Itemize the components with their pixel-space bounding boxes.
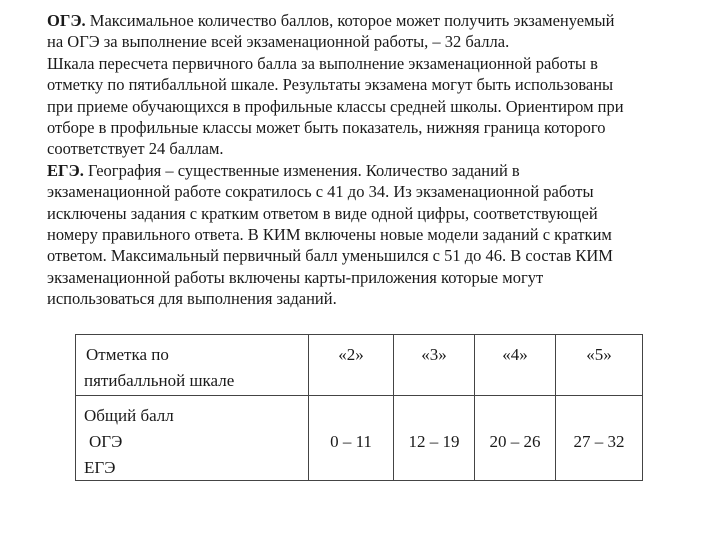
score-range: 12 – 19 bbox=[408, 432, 460, 451]
mark-value: «3» bbox=[421, 345, 447, 364]
text-line: экзаменационной работе сократилось с 41 до 34. Из экзаменационной работы bbox=[47, 182, 594, 202]
text-line: Шкала пересчета первичного балла за выполнение экзаменационной работы в bbox=[47, 53, 598, 73]
table-row bbox=[76, 335, 643, 396]
table-row-label-cell bbox=[76, 396, 309, 481]
text-line: экзаменационной работы включены карты-приложения которые могут bbox=[47, 267, 544, 287]
oge-heading: ОГЭ. bbox=[47, 11, 86, 30]
ege-heading: ЕГЭ. bbox=[47, 160, 84, 180]
row-label-line: ЕГЭ bbox=[84, 458, 116, 477]
mark-value: «4» bbox=[502, 345, 528, 364]
row-label-line: Общий балл bbox=[84, 406, 174, 425]
mark-cell bbox=[394, 335, 475, 396]
text-line: ответом. Максимальный первичный балл уменьшился с 51 до 46. В состав КИМ bbox=[47, 246, 613, 266]
text-line bbox=[47, 160, 687, 181]
header-label-line: пятибалльной шкале bbox=[84, 371, 235, 390]
text-line: при приеме обучающихся в профильные классы средней школы. Ориентиром при bbox=[47, 96, 624, 116]
text-line: номеру правильного ответа. В КИМ включены новые модели заданий с кратким bbox=[47, 225, 612, 245]
header-label-line: Отметка по bbox=[86, 345, 169, 364]
score-cell bbox=[475, 396, 556, 481]
score-cell bbox=[309, 396, 394, 481]
text-line: отборе в профильные классы может быть показатель, нижняя граница которого bbox=[47, 118, 606, 138]
text-fragment: География – существенные изменения. Количество заданий в bbox=[83, 160, 520, 180]
text-line: отметку по пятибалльной шкале. Результаты экзамена могут быть использованы bbox=[47, 75, 614, 95]
table-row bbox=[76, 396, 643, 481]
score-range: 20 – 26 bbox=[489, 432, 541, 451]
score-range: 0 – 11 bbox=[330, 432, 372, 451]
score-cell bbox=[556, 396, 643, 481]
text-line: на ОГЭ за выполнение всей экзаменационной работы, – 32 балла. bbox=[47, 32, 510, 52]
text-line: исключены задания с кратким ответом в виде одной цифры, соответствующей bbox=[47, 203, 598, 223]
mark-cell bbox=[309, 335, 394, 396]
row-label-line: ОГЭ bbox=[89, 432, 123, 451]
text-line bbox=[47, 10, 687, 31]
mark-cell bbox=[556, 335, 643, 396]
mark-cell bbox=[475, 335, 556, 396]
text-line: использоваться для выполнения заданий. bbox=[47, 289, 337, 309]
table-header-label-cell bbox=[76, 335, 309, 396]
exam-description bbox=[47, 10, 687, 310]
mark-value: «5» bbox=[586, 345, 612, 364]
text-fragment: Максимальное количество баллов, которое может получить экзаменуемый bbox=[85, 11, 615, 30]
grade-conversion-table bbox=[75, 334, 643, 481]
text-line: соответствует 24 баллам. bbox=[47, 139, 224, 159]
score-cell bbox=[394, 396, 475, 481]
mark-value: «2» bbox=[338, 345, 364, 364]
score-range: 27 – 32 bbox=[573, 432, 625, 451]
